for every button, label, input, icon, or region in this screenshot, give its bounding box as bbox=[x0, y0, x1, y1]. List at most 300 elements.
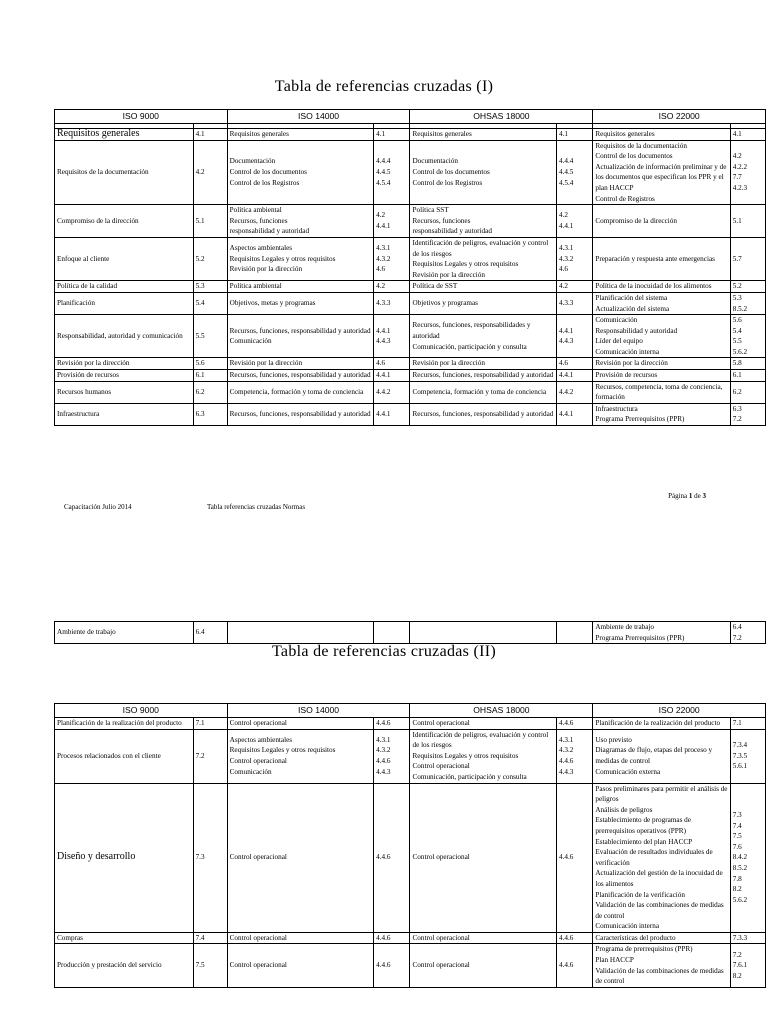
iso9000-clause-cell bbox=[55, 281, 194, 293]
cell-line: 4.4.1 bbox=[559, 371, 574, 380]
cell-line: 7.3.5 bbox=[732, 751, 748, 760]
ohsas-clause-cell bbox=[410, 370, 557, 382]
ohsas-number-cell bbox=[557, 315, 593, 358]
cell-line: Uso previsto bbox=[595, 735, 632, 744]
iso9000-clause-cell bbox=[55, 622, 194, 644]
iso9000-clause-cell bbox=[55, 729, 194, 783]
cell-line: Control de los documentos bbox=[595, 152, 673, 161]
table-row bbox=[55, 944, 766, 987]
ohsas-clause-cell bbox=[410, 315, 557, 358]
cell-line: Validación de las combinaciones de medidas de control bbox=[595, 966, 724, 986]
iso22000-number-cell bbox=[730, 944, 765, 987]
table-row bbox=[55, 932, 766, 944]
table-1-body bbox=[55, 129, 766, 426]
iso22000-number-cell bbox=[730, 932, 765, 944]
cell-line: Preparación y respuesta ante emergencias bbox=[595, 254, 715, 263]
ohsas-clause-cell bbox=[410, 403, 557, 425]
iso22000-number-cell bbox=[730, 205, 765, 238]
iso22000-clause-cell bbox=[593, 403, 730, 425]
header-iso9000: ISO 9000 bbox=[55, 704, 228, 718]
iso14000-clause-cell bbox=[227, 783, 374, 932]
ohsas-number-cell bbox=[557, 932, 593, 944]
table-row bbox=[55, 140, 766, 205]
iso22000-clause-cell bbox=[593, 315, 730, 358]
cell-line: 6.1 bbox=[195, 371, 205, 380]
iso22000-clause-cell bbox=[593, 622, 730, 644]
header-iso14000: ISO 14000 bbox=[227, 704, 410, 718]
cell-line: 4.2 bbox=[195, 168, 205, 177]
cell-line: 4.4.4 bbox=[376, 157, 391, 166]
cell-line: Competencia, formación y toma de conciencia bbox=[229, 387, 364, 396]
iso14000-number-cell bbox=[374, 205, 410, 238]
cell-line: Recursos, funciones bbox=[412, 216, 471, 225]
cell-line: 4.3.1 bbox=[376, 244, 391, 253]
cell-line: 4.2 bbox=[559, 282, 568, 291]
cell-line: 4.3.1 bbox=[559, 735, 574, 744]
iso9000-number-cell bbox=[193, 944, 227, 987]
cell-line: 4.4.6 bbox=[376, 719, 391, 727]
page-title-1: Tabla de referencias cruzadas (I) bbox=[274, 78, 494, 95]
iso14000-clause-cell bbox=[227, 718, 374, 730]
cell-line: Recursos, competencia, toma de conciencia, formación bbox=[595, 382, 723, 402]
cell-line: Control de los documentos bbox=[412, 168, 490, 177]
iso14000-number-cell bbox=[374, 237, 410, 280]
cell-line: Revisión por la dirección bbox=[412, 270, 485, 279]
iso14000-clause-cell bbox=[227, 944, 374, 987]
cell-line: Comunicación bbox=[595, 316, 638, 325]
iso9000-number-cell bbox=[193, 129, 227, 141]
cell-line: 6.4 bbox=[195, 628, 205, 637]
footer-left: Capacitación Julio 2014 bbox=[64, 503, 132, 511]
cell-line: 4.3.1 bbox=[559, 244, 574, 253]
cell-line: 4.4.6 bbox=[376, 933, 391, 942]
cell-line: 7.2 bbox=[732, 633, 742, 642]
iso9000-number-cell bbox=[193, 783, 227, 932]
cell-line: 6.2 bbox=[195, 387, 205, 396]
ohsas-clause-cell bbox=[410, 281, 557, 293]
cell-line: 7.3.4 bbox=[732, 741, 748, 750]
cell-line: Control operacional bbox=[229, 719, 287, 727]
table-row bbox=[55, 729, 766, 783]
iso9000-clause-cell bbox=[55, 358, 194, 370]
table-row bbox=[55, 315, 766, 358]
ohsas-number-cell bbox=[557, 358, 593, 370]
cell-line: 7.5 bbox=[732, 832, 742, 841]
cell-line: Control de los documentos bbox=[229, 168, 307, 177]
cell-line: Control operacional bbox=[412, 719, 470, 727]
ohsas-number-cell bbox=[557, 403, 593, 425]
header-iso14000: ISO 14000 bbox=[227, 110, 410, 124]
table-row bbox=[55, 718, 766, 730]
page-sep: de bbox=[694, 492, 701, 500]
iso9000-clause-cell bbox=[55, 129, 194, 141]
cell-line: 5.7 bbox=[732, 254, 742, 263]
cell-line: 8.4.2 bbox=[732, 853, 748, 862]
table-row bbox=[55, 381, 766, 403]
table-row bbox=[55, 129, 766, 141]
cell-line: Documentación bbox=[229, 157, 276, 166]
iso14000-clause-cell bbox=[227, 622, 374, 644]
page-current: 1 bbox=[688, 492, 693, 500]
ohsas-clause-cell bbox=[410, 292, 557, 314]
cell-line: 8.5.2 bbox=[732, 864, 748, 873]
iso14000-number-cell bbox=[374, 292, 410, 314]
cell-line: 4.3.3 bbox=[376, 299, 391, 308]
cell-line: Programa Prerrequisitos (PPR) bbox=[595, 415, 685, 424]
cell-line: Comunicación, participación y consulta bbox=[412, 772, 527, 781]
iso22000-clause-cell bbox=[593, 718, 730, 730]
iso9000-number-cell bbox=[193, 932, 227, 944]
cell-line: Compromiso de la dirección bbox=[57, 216, 139, 225]
iso22000-number-cell bbox=[730, 140, 765, 205]
iso22000-number-cell bbox=[730, 622, 765, 644]
cell-line: Control operacional bbox=[412, 853, 470, 862]
cell-line: 4.4.1 bbox=[559, 410, 574, 419]
ohsas-clause-cell bbox=[410, 718, 557, 730]
iso22000-clause-cell bbox=[593, 292, 730, 314]
cell-line: Diseño y desarrollo bbox=[57, 851, 136, 863]
iso22000-clause-cell bbox=[593, 281, 730, 293]
page-title-2: Tabla de referencias cruzadas (II) bbox=[271, 643, 497, 660]
cell-line: Actualización de información preliminar y de los documentos que especifican los PPR y el plan HACCP bbox=[595, 162, 727, 192]
cell-line: 7.4 bbox=[195, 933, 205, 942]
iso22000-number-cell bbox=[730, 237, 765, 280]
iso14000-number-cell bbox=[374, 622, 410, 644]
iso9000-number-cell bbox=[193, 140, 227, 205]
header-row bbox=[55, 704, 766, 718]
cell-line: 5.2 bbox=[195, 254, 205, 263]
cell-line: Control operacional bbox=[229, 853, 287, 862]
cell-line: Planificación de la verificación bbox=[595, 890, 685, 899]
cell-line: Infraestructura bbox=[57, 410, 100, 419]
cell-line: 4.2.3 bbox=[732, 183, 748, 192]
cell-line: 8.2 bbox=[732, 885, 742, 894]
iso9000-clause-cell bbox=[55, 370, 194, 382]
cell-line: Ambiente de trabajo bbox=[57, 628, 116, 637]
header-ohsas18000: OHSAS 18000 bbox=[410, 110, 593, 124]
iso22000-number-cell bbox=[730, 370, 765, 382]
iso9000-clause-cell bbox=[55, 237, 194, 280]
cell-line: Evaluación de resultados individuales de verificación bbox=[595, 848, 713, 867]
cell-line: Provisión de recursos bbox=[57, 371, 119, 380]
cell-line: 7.3 bbox=[732, 811, 742, 820]
cell-line: Líder del equipo bbox=[595, 337, 643, 346]
cell-line: 5.6.2 bbox=[732, 347, 748, 356]
cell-line: Competencia, formación y toma de conciencia bbox=[412, 387, 547, 396]
ohsas-number-cell bbox=[557, 622, 593, 644]
table-row bbox=[55, 403, 766, 425]
cell-line: Objetivos y programas bbox=[412, 299, 478, 308]
iso14000-clause-cell bbox=[227, 315, 374, 358]
cell-line: 7.1 bbox=[732, 719, 742, 727]
cell-line: Control operacional bbox=[229, 933, 287, 942]
cell-line: Responsabilidad, autoridad y comunicación bbox=[57, 331, 183, 340]
cell-line: 7.8 bbox=[732, 874, 742, 883]
cell-line: 4.4.6 bbox=[559, 719, 574, 727]
cell-line: Aspectos ambientales bbox=[229, 735, 293, 744]
iso22000-clause-cell bbox=[593, 140, 730, 205]
cell-line: Comunicación, participación y consulta bbox=[412, 342, 527, 351]
ohsas-number-cell bbox=[557, 381, 593, 403]
cell-line: 5.4 bbox=[195, 299, 205, 308]
ohsas-number-cell bbox=[557, 718, 593, 730]
cell-line: Programa Prerrequisitos (PPR) bbox=[595, 633, 685, 642]
cell-line: Programa de prerrequisitos (PPR) bbox=[595, 945, 693, 954]
cell-line: Características del producto bbox=[595, 933, 676, 942]
ohsas-clause-cell bbox=[410, 129, 557, 141]
header-iso9000: ISO 9000 bbox=[55, 110, 228, 124]
cell-line: 6.2 bbox=[732, 387, 742, 396]
cell-line: 4.2 bbox=[559, 211, 568, 220]
cell-line: Política de SST bbox=[412, 282, 458, 291]
cell-line: Documentación bbox=[412, 157, 458, 166]
cell-line: 4.6 bbox=[376, 359, 386, 368]
iso22000-number-cell bbox=[730, 783, 765, 932]
cell-line: 7.1 bbox=[195, 719, 205, 727]
cell-line: 5.1 bbox=[732, 216, 742, 225]
ohsas-clause-cell bbox=[410, 622, 557, 644]
table-row bbox=[55, 292, 766, 314]
iso14000-clause-cell bbox=[227, 358, 374, 370]
cell-line: Recursos, funciones, responsabilidad y autoridad bbox=[412, 371, 554, 380]
cell-line: 4.4.3 bbox=[559, 767, 574, 776]
cell-line: Establecimiento de programas de prerrequisitos operativos (PPR) bbox=[595, 816, 691, 835]
cell-line: 7.2 bbox=[732, 415, 742, 424]
iso22000-clause-cell bbox=[593, 729, 730, 783]
table-row bbox=[55, 370, 766, 382]
iso9000-clause-cell bbox=[55, 783, 194, 932]
cell-line: Compras bbox=[57, 933, 83, 942]
header-ohsas18000: OHSAS 18000 bbox=[410, 704, 593, 718]
cell-line: responsabilidad y autoridad bbox=[412, 227, 492, 236]
cross-reference-table-continuation bbox=[54, 621, 766, 644]
iso9000-number-cell bbox=[193, 622, 227, 644]
cell-line: Recursos, funciones, responsabilidad y autoridad bbox=[229, 410, 371, 419]
cell-line: Producción y prestación del servicio bbox=[57, 961, 162, 970]
cell-line: Requisitos Legales y otros requisitos bbox=[412, 260, 519, 269]
cross-reference-table-1 bbox=[54, 109, 766, 426]
cell-line: 7.2 bbox=[732, 950, 742, 959]
cell-line: 8.2 bbox=[732, 971, 742, 980]
cell-line: 5.5 bbox=[195, 331, 205, 340]
table-row bbox=[55, 237, 766, 280]
cell-line: 4.4.1 bbox=[376, 410, 391, 419]
cell-line: 4.4.6 bbox=[376, 853, 391, 862]
cell-line: 4.2 bbox=[376, 282, 386, 291]
cell-line: 4.1 bbox=[195, 130, 205, 138]
ohsas-number-cell bbox=[557, 129, 593, 141]
cell-line: Diagramas de flujo, etapas del proceso y medidas de control bbox=[595, 746, 713, 766]
cell-line: Política de la inocuidad de los alimentos bbox=[595, 282, 712, 291]
cell-line: 4.4.1 bbox=[559, 326, 574, 335]
cell-line: 5.6 bbox=[732, 316, 742, 325]
iso22000-number-cell bbox=[730, 381, 765, 403]
iso14000-number-cell bbox=[374, 358, 410, 370]
cell-line: 4.4.6 bbox=[559, 933, 574, 942]
iso14000-clause-cell bbox=[227, 205, 374, 238]
cell-line: Control de los Registros bbox=[412, 178, 483, 187]
iso14000-number-cell bbox=[374, 129, 410, 141]
ohsas-clause-cell bbox=[410, 140, 557, 205]
ohsas-clause-cell bbox=[410, 729, 557, 783]
iso9000-number-cell bbox=[193, 403, 227, 425]
cell-line: 4.3.3 bbox=[559, 299, 574, 308]
iso14000-clause-cell bbox=[227, 140, 374, 205]
iso9000-clause-cell bbox=[55, 932, 194, 944]
cell-line: 7.4 bbox=[732, 821, 742, 830]
cell-line: 5.3 bbox=[732, 293, 742, 302]
ohsas-number-cell bbox=[557, 281, 593, 293]
cell-line: Procesos relacionados con el cliente bbox=[57, 751, 161, 760]
iso14000-number-cell bbox=[374, 944, 410, 987]
cell-line: 5.2 bbox=[732, 282, 742, 291]
cell-line: Provisión de recursos bbox=[595, 371, 658, 380]
cell-line: Actualización del sistema bbox=[595, 304, 670, 313]
iso14000-number-cell bbox=[374, 783, 410, 932]
ohsas-number-cell bbox=[557, 205, 593, 238]
cell-line: 4.2.2 bbox=[732, 162, 748, 171]
iso22000-number-cell bbox=[730, 729, 765, 783]
cell-line: responsabilidad y autoridad bbox=[229, 227, 310, 236]
cell-line: Compromiso de la dirección bbox=[595, 216, 677, 225]
table-row bbox=[55, 281, 766, 293]
cell-line: 4.5.4 bbox=[376, 178, 391, 187]
header-row bbox=[55, 110, 766, 124]
iso9000-number-cell bbox=[193, 381, 227, 403]
iso14000-clause-cell bbox=[227, 932, 374, 944]
cell-line: 4.4.1 bbox=[376, 222, 391, 231]
cell-line: 5.5 bbox=[732, 337, 742, 346]
cell-line: 4.4.6 bbox=[559, 853, 574, 862]
cell-line: 4.6 bbox=[559, 359, 568, 368]
iso22000-clause-cell bbox=[593, 237, 730, 280]
cell-line: Recursos humanos bbox=[57, 387, 112, 396]
cell-line: 4.4.5 bbox=[376, 168, 391, 177]
iso14000-clause-cell bbox=[227, 370, 374, 382]
cell-line: Control operacional bbox=[412, 933, 470, 942]
table-row bbox=[55, 358, 766, 370]
iso14000-number-cell bbox=[374, 140, 410, 205]
cell-line: 4.4.3 bbox=[376, 337, 391, 346]
cell-line: Política SST bbox=[412, 206, 449, 215]
iso9000-clause-cell bbox=[55, 718, 194, 730]
cell-line: Objetivos, metas y programas bbox=[229, 299, 316, 308]
iso14000-number-cell bbox=[374, 932, 410, 944]
table-continuation-body bbox=[55, 622, 766, 644]
cell-line: Revisión por la dirección bbox=[57, 359, 130, 368]
iso9000-clause-cell bbox=[55, 292, 194, 314]
cell-line: Requisitos generales bbox=[595, 130, 655, 138]
ohsas-clause-cell bbox=[410, 783, 557, 932]
cell-line: Comunicación interna bbox=[595, 922, 660, 931]
iso22000-number-cell bbox=[730, 403, 765, 425]
cell-line: 5.6.2 bbox=[732, 895, 748, 904]
cell-line: 4.6 bbox=[559, 265, 568, 274]
ohsas-number-cell bbox=[557, 783, 593, 932]
cell-line: 4.3.2 bbox=[376, 254, 391, 263]
cell-line: Control operacional bbox=[229, 757, 287, 766]
cell-line: 4.4.2 bbox=[376, 387, 391, 396]
iso22000-number-cell bbox=[730, 129, 765, 141]
ohsas-number-cell bbox=[557, 140, 593, 205]
cell-line: 5.1 bbox=[195, 216, 205, 225]
ohsas-clause-cell bbox=[410, 381, 557, 403]
cell-line: 6.3 bbox=[195, 410, 205, 419]
iso14000-clause-cell bbox=[227, 381, 374, 403]
cell-line: Ambiente de trabajo bbox=[595, 623, 655, 631]
ohsas-number-cell bbox=[557, 237, 593, 280]
cell-line: 5.6 bbox=[195, 359, 205, 368]
iso22000-number-cell bbox=[730, 718, 765, 730]
cell-line: Plan HACCP bbox=[595, 956, 634, 965]
iso22000-clause-cell bbox=[593, 381, 730, 403]
iso9000-clause-cell bbox=[55, 944, 194, 987]
iso22000-number-cell bbox=[730, 292, 765, 314]
table-row bbox=[55, 783, 766, 932]
iso14000-clause-cell bbox=[227, 129, 374, 141]
iso9000-number-cell bbox=[193, 718, 227, 730]
cell-line: 4.4.6 bbox=[376, 961, 391, 970]
cell-line: 4.4.6 bbox=[376, 757, 391, 766]
cell-line: 7.2 bbox=[195, 751, 205, 760]
iso14000-number-cell bbox=[374, 381, 410, 403]
cell-line: Política ambiental bbox=[229, 282, 282, 291]
cell-line: 4.1 bbox=[376, 130, 386, 138]
iso22000-clause-cell bbox=[593, 358, 730, 370]
iso14000-number-cell bbox=[374, 370, 410, 382]
page-total: 3 bbox=[702, 492, 706, 500]
ohsas-number-cell bbox=[557, 944, 593, 987]
cell-line: 6.3 bbox=[732, 404, 742, 413]
footer-page-number bbox=[668, 492, 706, 500]
cell-line: Análisis de peligros bbox=[595, 805, 653, 814]
iso14000-clause-cell bbox=[227, 403, 374, 425]
ohsas-clause-cell bbox=[410, 944, 557, 987]
iso14000-clause-cell bbox=[227, 729, 374, 783]
cell-line: Validación de las combinaciones de medidas de control bbox=[595, 901, 724, 920]
cell-line: 5.8 bbox=[732, 359, 742, 368]
cell-line: Requisitos generales bbox=[229, 130, 289, 138]
cell-line: Aspectos ambientales bbox=[229, 244, 293, 253]
cell-line: 4.4.1 bbox=[559, 222, 574, 231]
cell-line: 4.4.1 bbox=[376, 371, 391, 380]
header-iso22000: ISO 22000 bbox=[593, 704, 766, 718]
iso14000-number-cell bbox=[374, 729, 410, 783]
cell-line: 4.2 bbox=[732, 152, 742, 161]
cell-line: Requisitos Legales y otros requisitos bbox=[412, 751, 519, 760]
cell-line: 4.4.6 bbox=[559, 757, 574, 766]
iso22000-clause-cell bbox=[593, 205, 730, 238]
cell-line: Política de la calidad bbox=[57, 282, 118, 291]
cell-line: 4.4.2 bbox=[559, 387, 574, 396]
cell-line: Requisitos Legales y otros requisitos bbox=[229, 746, 336, 755]
iso9000-number-cell bbox=[193, 358, 227, 370]
iso9000-number-cell bbox=[193, 281, 227, 293]
table-row bbox=[55, 205, 766, 238]
cell-line: 7.5 bbox=[195, 961, 205, 970]
cell-line: Infraestructura bbox=[595, 404, 638, 413]
table-row bbox=[55, 622, 766, 644]
iso9000-number-cell bbox=[193, 237, 227, 280]
cell-line: Requisitos Legales y otros requisitos bbox=[229, 254, 336, 263]
cell-line: Actualización del gestión de la inocuidad de los alimentos bbox=[595, 869, 723, 888]
ohsas-number-cell bbox=[557, 292, 593, 314]
cross-reference-table-2 bbox=[54, 703, 766, 988]
cell-line: 4.4.3 bbox=[376, 767, 391, 776]
ohsas-number-cell bbox=[557, 729, 593, 783]
cell-line: 7.3 bbox=[195, 853, 205, 862]
iso14000-number-cell bbox=[374, 718, 410, 730]
